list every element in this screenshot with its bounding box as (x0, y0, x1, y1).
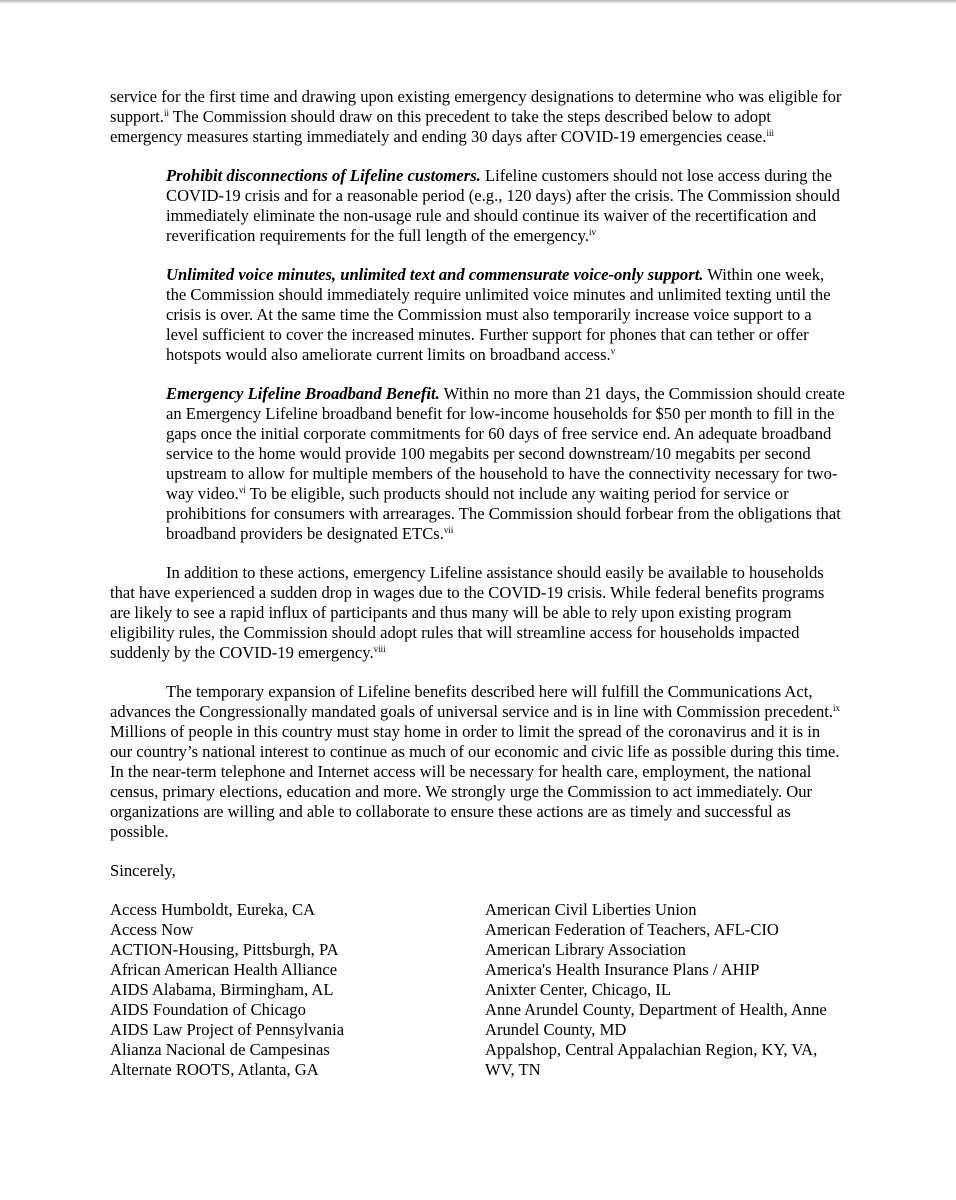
signatory-item: Anixter Center, Chicago, IL (485, 980, 671, 999)
signatory-item: AIDS Foundation of Chicago (110, 1000, 306, 1019)
footnote-ref[interactable]: vi (238, 485, 246, 495)
letter-page (110, 87, 845, 1080)
paragraph-temporary-expansion (110, 682, 845, 842)
footnote-ref[interactable]: vii (443, 525, 454, 535)
paragraph-text: The temporary expansion of Lifeline benefits described here will fulfill the Communications Act, advances the Congressionally mandated goals of universal service and is in line with Commission precedent. (110, 682, 834, 721)
closing-salutation: Sincerely, (110, 861, 176, 880)
signatory-item: Appalshop, Central Appalachian Region, KY, VA, WV, TN (485, 1040, 818, 1079)
signatory-item: African American Health Alliance (110, 960, 338, 979)
measure-heading: Unlimited voice minutes, unlimited text and commensurate voice-only support. (166, 265, 704, 284)
signatory-item: American Civil Liberties Union (485, 900, 697, 919)
signatory-item: ACTION-Housing, Pittsburgh, PA (110, 940, 339, 959)
measure-unlimited-voice (166, 265, 845, 365)
signatory-item: Alianza Nacional de Campesinas (110, 1040, 330, 1059)
measure-body: Within one week, the Commission should immediately require unlimited voice minutes and unlimited texting until the crisis is over. At the same time the Commission must also temporarily increase voice support to a level sufficient to cover the increased minutes. Further support for phones that can tether or offer hotspots would also ameliorate current limits on broadband access. (166, 265, 831, 364)
signatory-item: AIDS Alabama, Birmingham, AL (110, 980, 334, 999)
signatory-item: American Library Association (485, 940, 686, 959)
footnote-ref[interactable]: iv (588, 227, 596, 237)
footnote-ref[interactable]: viii (373, 644, 386, 654)
signatory-list (110, 900, 845, 1080)
signatory-item: AIDS Law Project of Pennsylvania (110, 1020, 345, 1039)
page-top-edge (0, 0, 956, 4)
signatory-item: Access Now (110, 920, 194, 939)
intro-paragraph (110, 87, 845, 147)
measure-heading: Emergency Lifeline Broadband Benefit. (166, 384, 440, 403)
paragraph-text: In addition to these actions, emergency Lifeline assistance should easily be available to households that have experienced a sudden drop in wages due to the COVID-19 crisis. While federal benefits programs are likely to see a rapid influx of participants and thus many will be able to rely upon existing program eligibility rules, the Commission should adopt rules that will streamline access for households impacted suddenly by the COVID-19 emergency. (110, 563, 825, 662)
signatory-item: American Federation of Teachers, AFL-CIO (485, 920, 779, 939)
signatory-column-left (110, 900, 470, 1080)
measure-heading: Prohibit disconnections of Lifeline customers. (166, 166, 481, 185)
footnote-ref[interactable]: iii (766, 128, 774, 138)
intro-text-2: The Commission should draw on this precedent to take the steps described below to adopt emergency measures starting immediately and ending 30 days after COVID-19 emergencies cease. (110, 107, 771, 146)
footnote-ref[interactable]: ii (163, 108, 169, 118)
measure-body-continued: To be eligible, such products should not include any waiting period for service or prohibitions for consumers with arrearages. The Commission should forbear from the obligations that broadband providers be designated ETCs. (166, 484, 841, 543)
intro-text-1: service for the first time and drawing upon existing emergency designations to determine who was eligible for support. (110, 87, 842, 126)
measure-emergency-broadband (166, 384, 845, 544)
paragraph-text-continued: Millions of people in this country must stay home in order to limit the spread of the coronavirus and it is in our country’s national interest to continue as much of our economic and civic life as possible during this time. In the near-term telephone and Internet access will be necessary for health care, employment, the national census, primary elections, education and more. We strongly urge the Commission to act immediately. Our organizations are willing and able to collaborate to ensure these actions are as timely and successful as possible. (110, 722, 840, 841)
signatory-item: America's Health Insurance Plans / AHIP (485, 960, 760, 979)
signatory-column-right (485, 900, 847, 1080)
paragraph-emergency-assistance (110, 563, 845, 663)
footnote-ref[interactable]: v (610, 346, 616, 356)
measure-body: Within no more than 21 days, the Commission should create an Emergency Lifeline broadband benefit for low-income households for $50 per month to fill in the gaps once the initial corporate commitments for 60 days of free service end. An adequate broadband service to the home would provide 100 megabits per second downstream/10 megabits per second upstream to allow for multiple members of the household to have the connectivity necessary for two-way video. (166, 384, 845, 503)
signatory-item: Anne Arundel County, Department of Health, Anne Arundel County, MD (485, 1000, 827, 1039)
footnote-ref[interactable]: ix (833, 703, 841, 713)
signatory-item: Alternate ROOTS, Atlanta, GA (110, 1060, 319, 1079)
signatory-item: Access Humboldt, Eureka, CA (110, 900, 316, 919)
measure-body: Lifeline customers should not lose access during the COVID-19 crisis and for a reasonable period (e.g., 120 days) after the crisis. The Commission should immediately eliminate the non-usage rule and should continue its waiver of the recertification and reverification requirements for the full length of the emergency. (166, 166, 840, 245)
measure-prohibit-disconnections (166, 166, 845, 246)
